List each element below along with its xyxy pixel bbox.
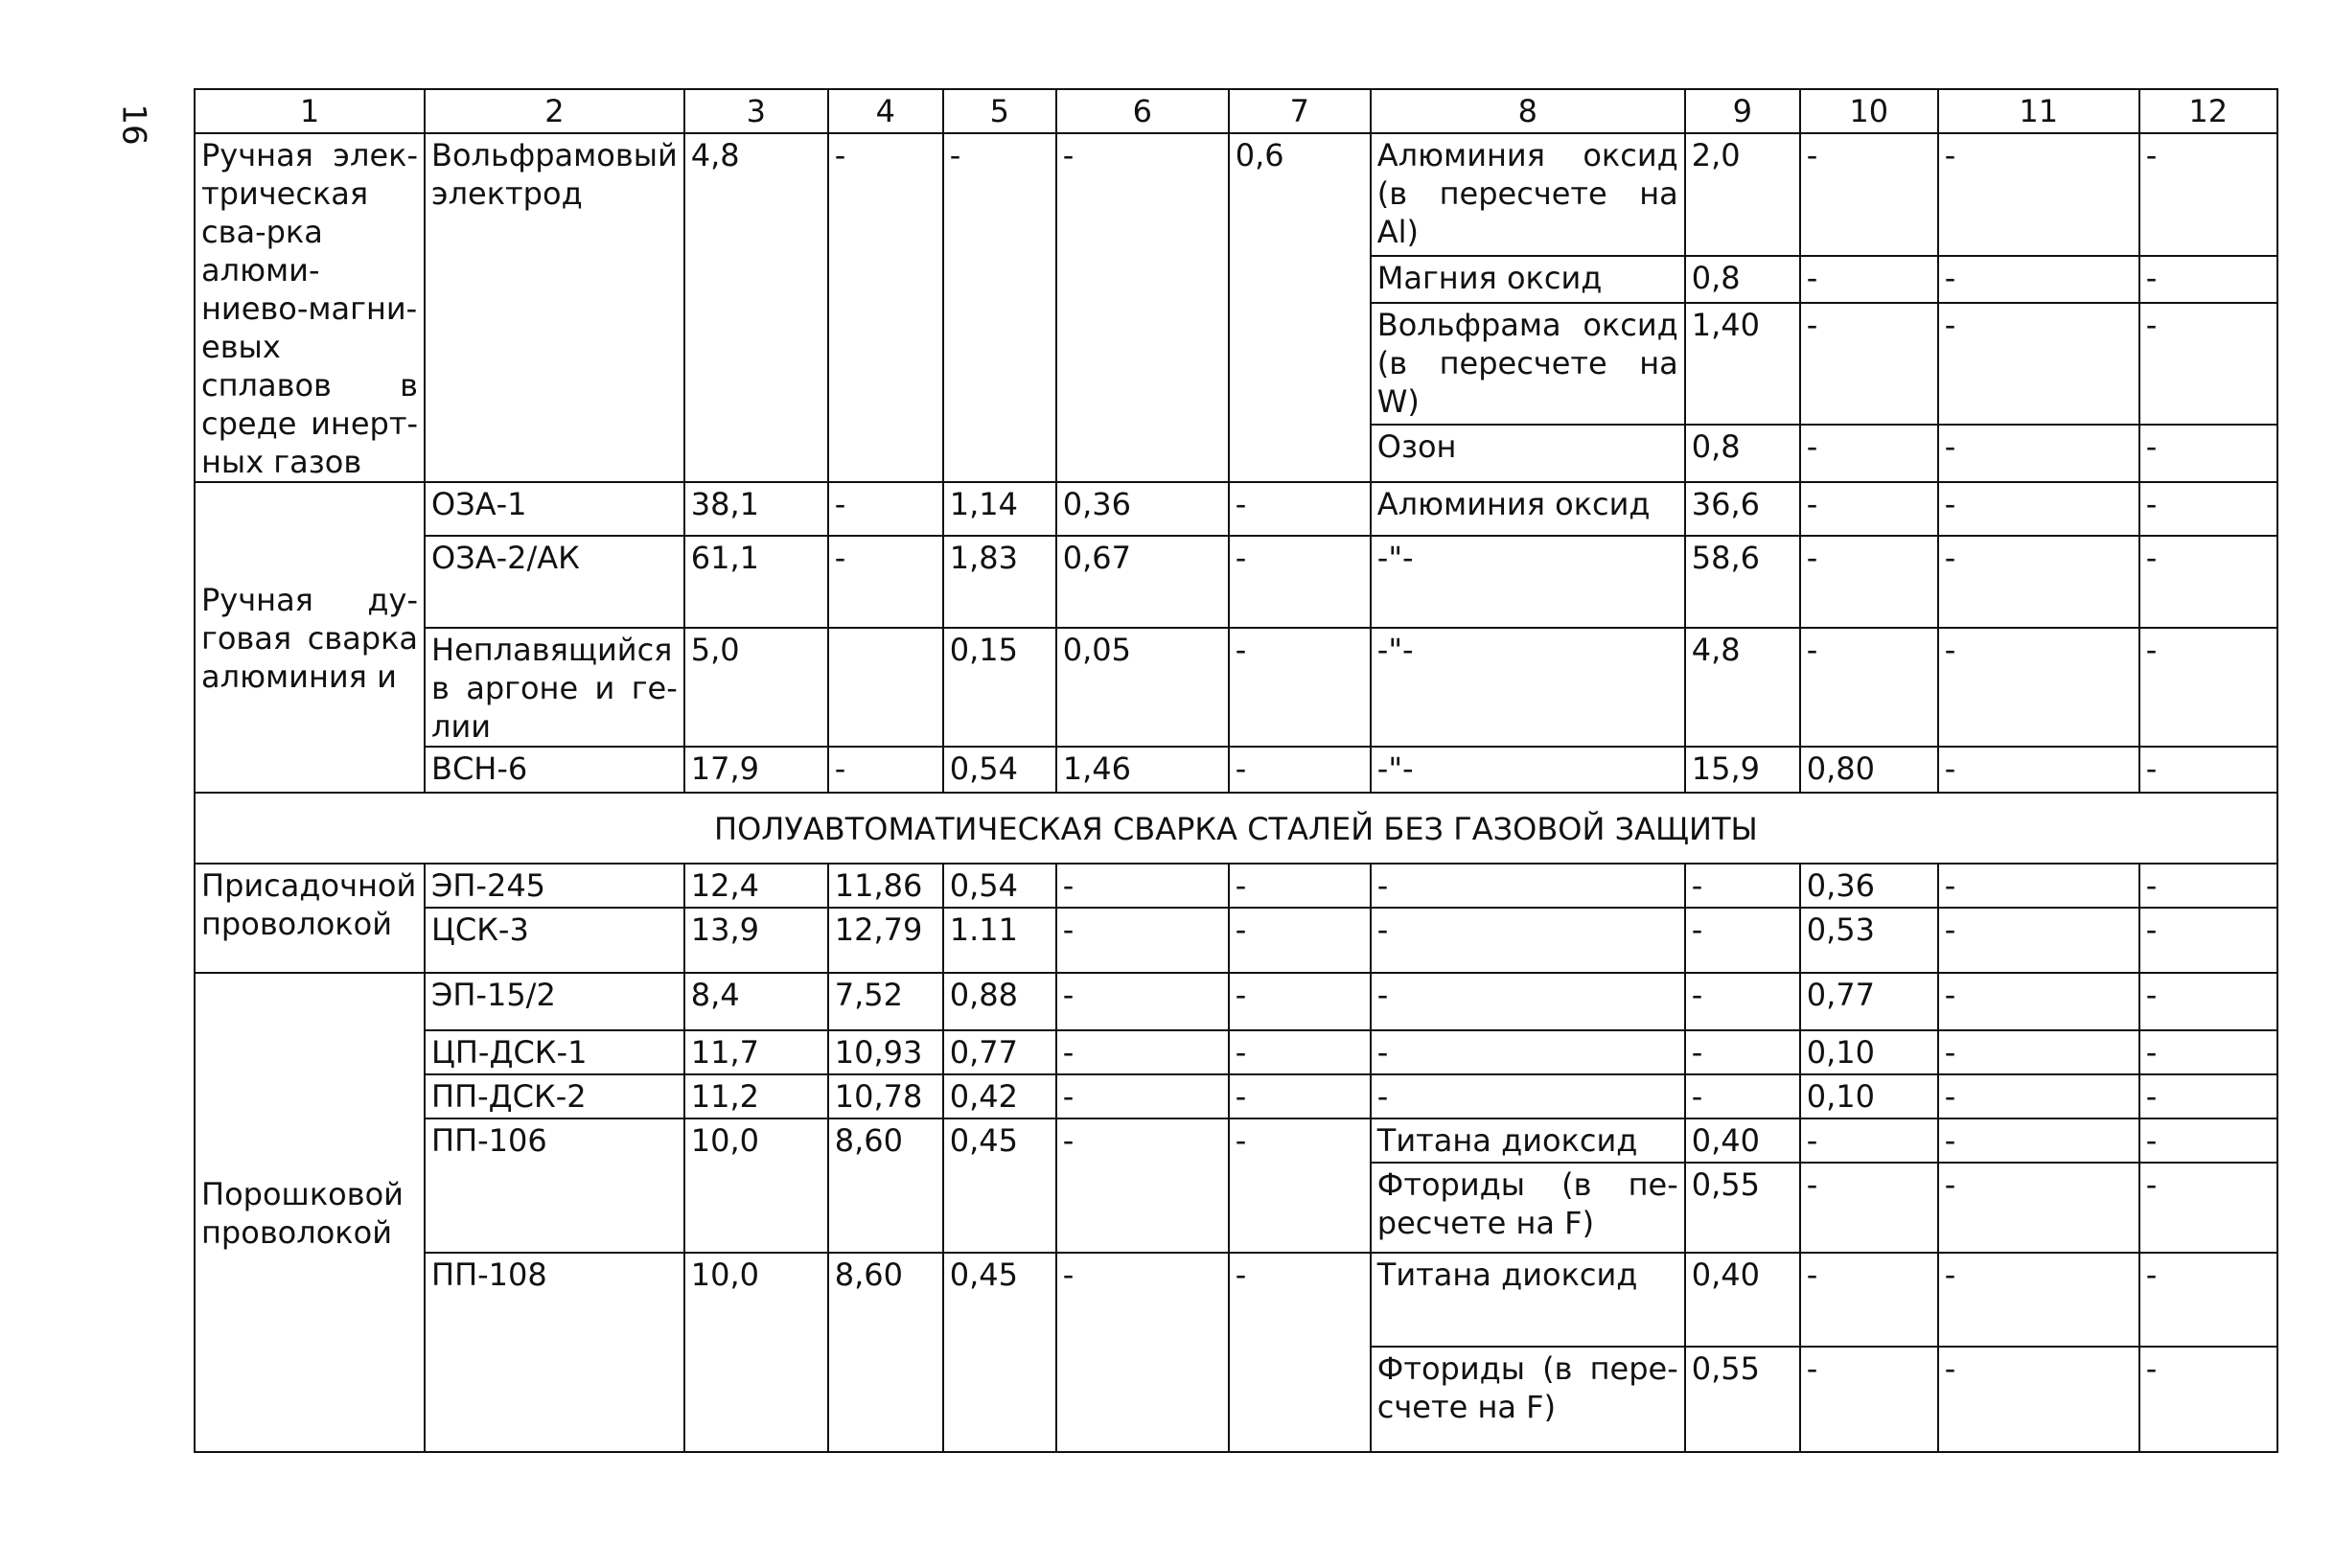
header-cell: 5 xyxy=(943,89,1056,133)
value-cell: 0,40 xyxy=(1685,1253,1800,1347)
value-cell: 0,54 xyxy=(943,864,1056,908)
value-cell: 0,36 xyxy=(1800,864,1938,908)
value-cell: - xyxy=(1685,973,1800,1030)
value-cell: 0,77 xyxy=(943,1030,1056,1074)
value-cell: 0,36 xyxy=(1056,482,1229,536)
value-cell: 0,8 xyxy=(1685,425,1800,482)
value-cell: - xyxy=(2139,425,2277,482)
value-cell: - xyxy=(1800,1118,1938,1163)
value-cell: 0,45 xyxy=(943,1118,1056,1253)
value-cell: 0,10 xyxy=(1800,1030,1938,1074)
material-cell: ПП-ДСК-2 xyxy=(425,1074,684,1118)
value-cell: 0,05 xyxy=(1056,628,1229,747)
header-cell: 7 xyxy=(1229,89,1371,133)
value-cell: - xyxy=(1056,1074,1229,1118)
value-cell: - xyxy=(1800,1347,1938,1452)
material-cell: ЭП-245 xyxy=(425,864,684,908)
value-cell: - xyxy=(1056,133,1229,482)
value-cell: - xyxy=(1056,973,1229,1030)
header-row xyxy=(195,89,2277,133)
value-cell: 61,1 xyxy=(684,536,828,628)
value-cell: - xyxy=(1938,303,2139,426)
value-cell: 0,40 xyxy=(1685,1118,1800,1163)
value-cell: 17,9 xyxy=(684,747,828,793)
substance-cell: -"- xyxy=(1371,747,1685,793)
value-cell: - xyxy=(1938,1347,2139,1452)
value-cell: - xyxy=(2139,482,2277,536)
value-cell: - xyxy=(2139,1118,2277,1163)
table-row xyxy=(195,908,2277,973)
value-cell: 5,0 xyxy=(684,628,828,747)
value-cell xyxy=(828,628,943,747)
value-cell: 12,79 xyxy=(828,908,943,973)
value-cell: 2,0 xyxy=(1685,133,1800,256)
value-cell: - xyxy=(1800,1253,1938,1347)
value-cell: - xyxy=(1938,973,2139,1030)
material-cell: ЭП-15/2 xyxy=(425,973,684,1030)
value-cell: - xyxy=(1800,628,1938,747)
value-cell: 10,0 xyxy=(684,1253,828,1452)
substance-cell: Алюминия оксид (в пересчете на Al) xyxy=(1371,133,1685,256)
table-row xyxy=(195,864,2277,908)
value-cell: 7,52 xyxy=(828,973,943,1030)
material-cell: ПП-108 xyxy=(425,1253,684,1452)
value-cell: - xyxy=(1800,536,1938,628)
value-cell: - xyxy=(1938,1030,2139,1074)
value-cell: - xyxy=(1938,133,2139,256)
value-cell: 12,4 xyxy=(684,864,828,908)
value-cell: 10,93 xyxy=(828,1030,943,1074)
substance-cell: Алюминия оксид xyxy=(1371,482,1685,536)
process-cell: Присадочной проволокой xyxy=(195,864,425,973)
value-cell: 0,67 xyxy=(1056,536,1229,628)
value-cell: - xyxy=(1229,1030,1371,1074)
value-cell: 13,9 xyxy=(684,908,828,973)
value-cell: - xyxy=(1938,1118,2139,1163)
value-cell: 11,86 xyxy=(828,864,943,908)
value-cell: - xyxy=(1229,747,1371,793)
value-cell: - xyxy=(1229,973,1371,1030)
substance-cell: -"- xyxy=(1371,536,1685,628)
value-cell: 0,10 xyxy=(1800,1074,1938,1118)
value-cell: 0,53 xyxy=(1800,908,1938,973)
substance-cell: Магния оксид xyxy=(1371,256,1685,303)
section-row xyxy=(195,793,2277,864)
table-row xyxy=(195,1253,2277,1347)
value-cell: - xyxy=(1229,482,1371,536)
value-cell: - xyxy=(1229,1118,1371,1253)
header-cell: 3 xyxy=(684,89,828,133)
value-cell: - xyxy=(1685,1074,1800,1118)
value-cell: 1,46 xyxy=(1056,747,1229,793)
value-cell: - xyxy=(1056,1253,1229,1452)
value-cell: - xyxy=(1800,256,1938,303)
substance-cell: -"- xyxy=(1371,628,1685,747)
value-cell: - xyxy=(2139,864,2277,908)
value-cell: 1.11 xyxy=(943,908,1056,973)
material-cell: ЦП-ДСК-1 xyxy=(425,1030,684,1074)
header-cell: 11 xyxy=(1938,89,2139,133)
value-cell: 0,55 xyxy=(1685,1347,1800,1452)
value-cell: - xyxy=(1938,256,2139,303)
value-cell: - xyxy=(828,536,943,628)
value-cell: - xyxy=(1229,1253,1371,1452)
value-cell: - xyxy=(1938,536,2139,628)
value-cell: 0,42 xyxy=(943,1074,1056,1118)
value-cell: - xyxy=(1938,628,2139,747)
value-cell: 10,0 xyxy=(684,1118,828,1253)
value-cell: 0,54 xyxy=(943,747,1056,793)
value-cell: - xyxy=(2139,1347,2277,1452)
value-cell: - xyxy=(1229,908,1371,973)
value-cell: - xyxy=(1685,1030,1800,1074)
substance-cell: Титана диоксид xyxy=(1371,1253,1685,1347)
substance-cell: Озон xyxy=(1371,425,1685,482)
value-cell: 11,7 xyxy=(684,1030,828,1074)
process-cell: Ручная элек-трическая сва-рка алюми-ниево-магни-евых сплавов в среде инерт-ных газов xyxy=(195,133,425,482)
value-cell: - xyxy=(1056,864,1229,908)
value-cell: 1,14 xyxy=(943,482,1056,536)
substance-cell: - xyxy=(1371,1074,1685,1118)
value-cell: - xyxy=(2139,536,2277,628)
value-cell: 0,80 xyxy=(1800,747,1938,793)
table-row xyxy=(195,482,2277,536)
material-cell: Вольфрамовый электрод xyxy=(425,133,684,482)
substance-cell: - xyxy=(1371,973,1685,1030)
table-row xyxy=(195,747,2277,793)
value-cell: 4,8 xyxy=(684,133,828,482)
header-cell: 10 xyxy=(1800,89,1938,133)
value-cell: 10,78 xyxy=(828,1074,943,1118)
value-cell: - xyxy=(1938,425,2139,482)
value-cell: 15,9 xyxy=(1685,747,1800,793)
value-cell: - xyxy=(1685,864,1800,908)
value-cell: - xyxy=(1056,908,1229,973)
substance-cell: Вольфрама оксид (в пересчете на W) xyxy=(1371,303,1685,426)
value-cell: - xyxy=(1800,482,1938,536)
value-cell: 0,55 xyxy=(1685,1163,1800,1253)
value-cell: - xyxy=(1800,1163,1938,1253)
table-row xyxy=(195,1074,2277,1118)
table-row xyxy=(195,1118,2277,1163)
table-row xyxy=(195,536,2277,628)
header-cell: 12 xyxy=(2139,89,2277,133)
value-cell: - xyxy=(2139,747,2277,793)
value-cell: - xyxy=(2139,1163,2277,1253)
value-cell: - xyxy=(828,747,943,793)
substance-cell: - xyxy=(1371,864,1685,908)
section-title: ПОЛУАВТОМАТИЧЕСКАЯ СВАРКА СТАЛЕЙ БЕЗ ГАЗОВОЙ ЗАЩИТЫ xyxy=(195,793,2277,864)
substance-cell: Титана диоксид xyxy=(1371,1118,1685,1163)
value-cell: - xyxy=(1938,482,2139,536)
value-cell: - xyxy=(2139,1030,2277,1074)
value-cell: - xyxy=(2139,628,2277,747)
header-cell: 2 xyxy=(425,89,684,133)
value-cell: - xyxy=(1685,908,1800,973)
value-cell: - xyxy=(2139,1253,2277,1347)
value-cell: 1,83 xyxy=(943,536,1056,628)
value-cell: 8,4 xyxy=(684,973,828,1030)
value-cell: - xyxy=(2139,908,2277,973)
value-cell: 0,15 xyxy=(943,628,1056,747)
value-cell: - xyxy=(1938,864,2139,908)
substance-cell: Фториды (в пе-ресчете на F) xyxy=(1371,1163,1685,1253)
value-cell: - xyxy=(2139,973,2277,1030)
table-row xyxy=(195,1030,2277,1074)
value-cell: 0,8 xyxy=(1685,256,1800,303)
substance-cell: Фториды (в пере-счете на F) xyxy=(1371,1347,1685,1452)
header-cell: 4 xyxy=(828,89,943,133)
value-cell: - xyxy=(828,482,943,536)
page-number: 16 xyxy=(114,104,153,146)
value-cell: - xyxy=(1800,303,1938,426)
table-row xyxy=(195,973,2277,1030)
value-cell: 8,60 xyxy=(828,1118,943,1253)
value-cell: - xyxy=(1938,1163,2139,1253)
value-cell: - xyxy=(1056,1030,1229,1074)
material-cell: Неплавящийся в аргоне и ге-лии xyxy=(425,628,684,747)
value-cell: 38,1 xyxy=(684,482,828,536)
process-cell: Порошковой проволокой xyxy=(195,973,425,1452)
value-cell: - xyxy=(1938,1253,2139,1347)
value-cell: - xyxy=(1229,536,1371,628)
value-cell: - xyxy=(828,133,943,482)
value-cell: - xyxy=(1800,425,1938,482)
value-cell: 36,6 xyxy=(1685,482,1800,536)
value-cell: 0,88 xyxy=(943,973,1056,1030)
table-row xyxy=(195,133,2277,256)
value-cell: - xyxy=(1938,747,2139,793)
value-cell: 0,6 xyxy=(1229,133,1371,482)
table-row xyxy=(195,628,2277,747)
value-cell: 0,77 xyxy=(1800,973,1938,1030)
value-cell: 4,8 xyxy=(1685,628,1800,747)
value-cell: 1,40 xyxy=(1685,303,1800,426)
value-cell: - xyxy=(943,133,1056,482)
value-cell: 0,45 xyxy=(943,1253,1056,1452)
value-cell: - xyxy=(1229,628,1371,747)
emissions-table xyxy=(194,88,2278,1453)
header-cell: 8 xyxy=(1371,89,1685,133)
header-cell: 1 xyxy=(195,89,425,133)
value-cell: 11,2 xyxy=(684,1074,828,1118)
value-cell: - xyxy=(1800,133,1938,256)
material-cell: ОЗА-2/АК xyxy=(425,536,684,628)
value-cell: - xyxy=(2139,1074,2277,1118)
value-cell: - xyxy=(1056,1118,1229,1253)
value-cell: - xyxy=(1938,1074,2139,1118)
substance-cell: - xyxy=(1371,1030,1685,1074)
material-cell: ПП-106 xyxy=(425,1118,684,1253)
value-cell: - xyxy=(2139,303,2277,426)
value-cell: - xyxy=(1938,908,2139,973)
header-cell: 9 xyxy=(1685,89,1800,133)
material-cell: ЦСК-3 xyxy=(425,908,684,973)
header-cell: 6 xyxy=(1056,89,1229,133)
value-cell: - xyxy=(1229,1074,1371,1118)
process-cell: Ручная ду-говая сварка алюминия и xyxy=(195,482,425,793)
material-cell: ВСН-6 xyxy=(425,747,684,793)
value-cell: 8,60 xyxy=(828,1253,943,1452)
substance-cell: - xyxy=(1371,908,1685,973)
value-cell: - xyxy=(2139,256,2277,303)
value-cell: 58,6 xyxy=(1685,536,1800,628)
material-cell: ОЗА-1 xyxy=(425,482,684,536)
value-cell: - xyxy=(1229,864,1371,908)
value-cell: - xyxy=(2139,133,2277,256)
